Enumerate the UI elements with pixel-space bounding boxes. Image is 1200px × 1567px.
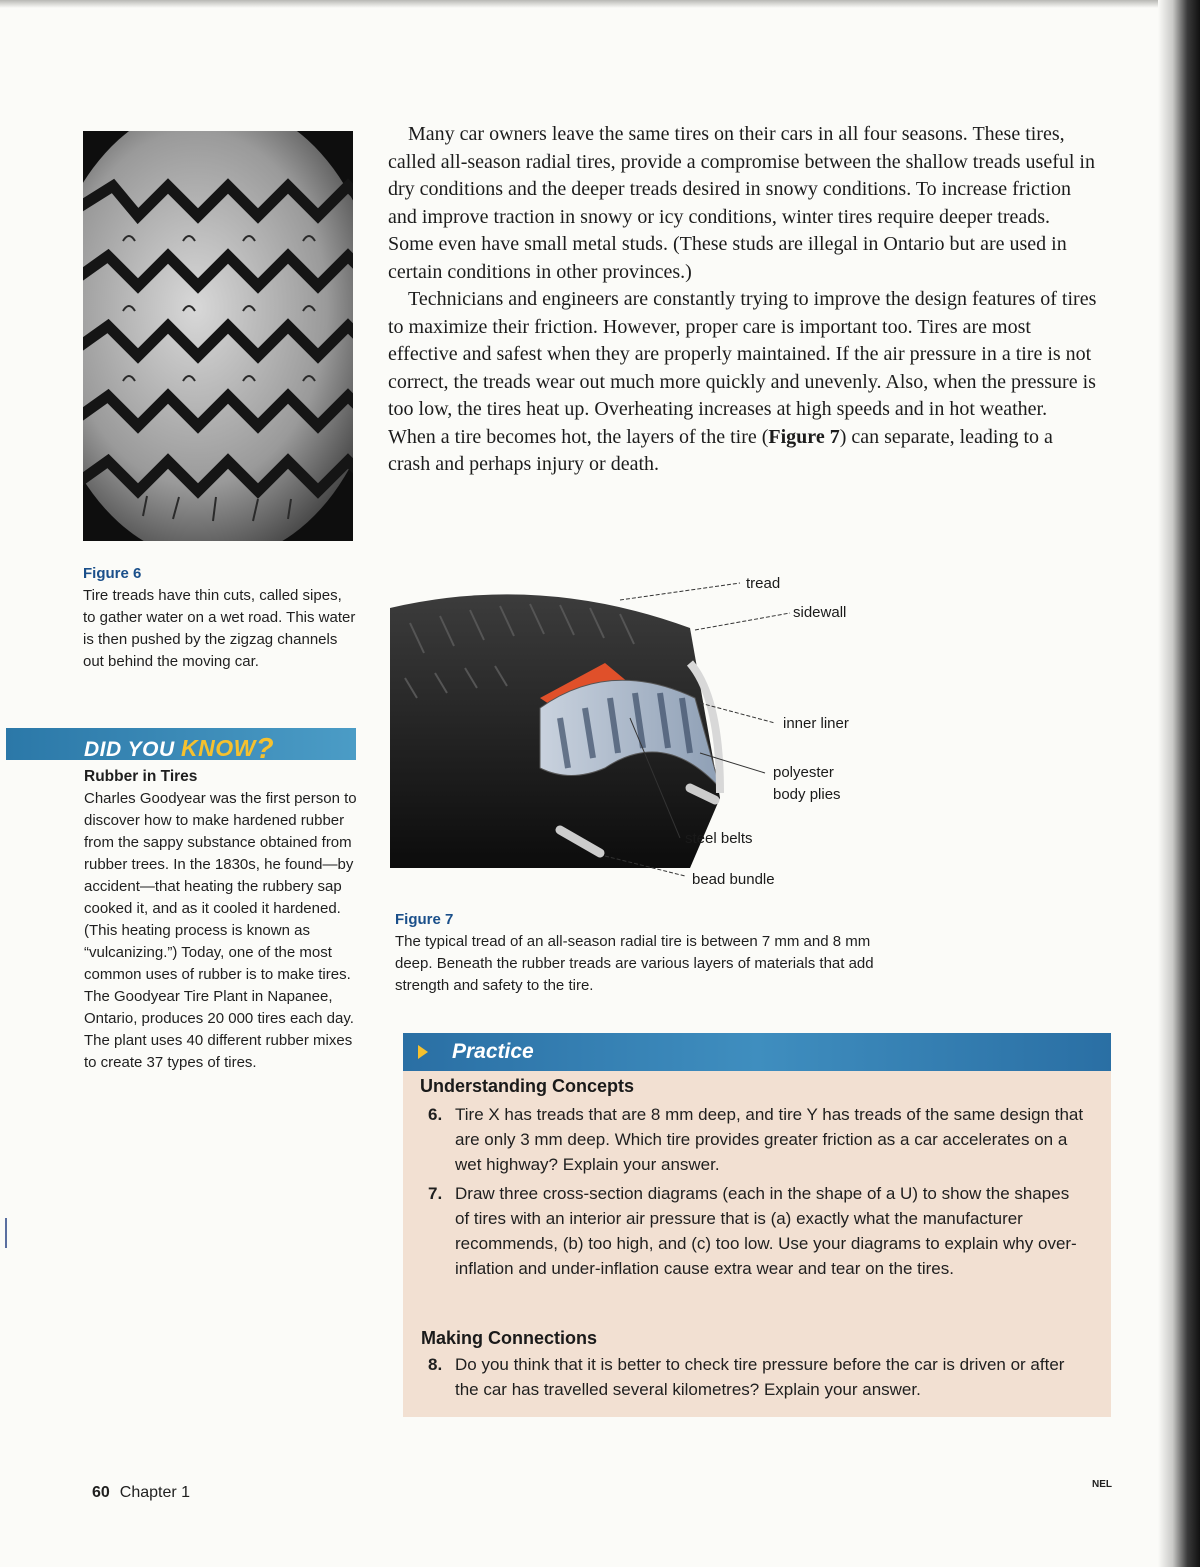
understanding-concepts-heading: Understanding Concepts xyxy=(420,1076,635,1096)
label-tread: tread xyxy=(746,575,781,592)
publisher-mark: NEL xyxy=(1092,1479,1112,1490)
label-bead-bundle: bead bundle xyxy=(692,871,775,888)
page-top-edge xyxy=(0,0,1200,8)
question-7-text: Draw three cross-section diagrams (each in the shape of a U) to show the shapes of tires with an interior air pressure that is (a) exactly what the manufacturer recommends, (b) too high, and (c) too low. Use your diagrams to explain why over-inflation and under-inflation cause extra wear and tear on the tires. xyxy=(455,1184,1077,1278)
label-steel-belts: steel belts xyxy=(685,830,753,847)
body-paragraph-2-text-b: ) can separate, leading to a crash and perhaps injury or death. xyxy=(388,425,1053,475)
margin-mark xyxy=(5,1218,7,1248)
figure-7-caption: The typical tread of an all-season radial tire is between 7 mm and 8 mm deep. Beneath the rubber treads are various layers of materials that add strength and safety to the tire. xyxy=(395,933,874,994)
question-6 xyxy=(428,1102,1088,1177)
label-inner-liner: inner liner xyxy=(783,715,849,732)
tire-cross-section-diagram xyxy=(390,568,870,898)
book-spine-shadow xyxy=(1158,0,1200,1567)
figure-6-caption-block xyxy=(83,563,358,673)
did-you-know-title xyxy=(84,731,274,764)
figure-7-reference: Figure 7 xyxy=(768,425,840,448)
did-you-know-body: Charles Goodyear was the first person to discover how to make hardened rubber from the sappy substance obtained from rubber trees. In the 1830s, he found—by accident—that heating the rubbery sap cooked it, and as it cooled it hardened. (This heating process is known as “vulcanizing.”) Today, one of the most common uses of rubber is to make tires. The Goodyear Tire Plant in Napanee, Ontario, produces 20 000 tires each day. The plant uses 40 different rubber mixes to create 37 types of tires. xyxy=(84,790,357,1071)
did-you-know-prefix: DID YOU xyxy=(84,738,175,761)
figure-7-label: Figure 7 xyxy=(395,911,454,928)
label-sidewall: sidewall xyxy=(793,604,847,621)
body-paragraph-2-text-a: Technicians and engineers are constantly trying to improve the design features of tires to maximize their friction. However, proper care is important too. Tires are most effective and safest when they are properly maintained. If the air pressure in a tire is not correct, the treads wear out much more quickly and unevenly. Also, when the pressure is too low, the tires heat up. Overheating increases at high speeds and in hot weather. When a tire becomes hot, the layers of the tire ( xyxy=(388,288,1097,448)
did-you-know-highlight: KNOW xyxy=(180,735,256,761)
question-6-text: Tire X has treads that are 8 mm deep, and tire Y has treads of the same design that are only 3 mm deep. Which tire provides greater friction as a car accelerates on a wet highway? Explain your answer. xyxy=(455,1105,1084,1174)
question-6-number: 6. xyxy=(428,1105,443,1124)
page-number: 60 xyxy=(92,1484,110,1501)
label-polyester: polyester xyxy=(773,764,834,781)
question-8-number: 8. xyxy=(428,1355,443,1374)
practice-title: Practice xyxy=(452,1040,534,1063)
did-you-know-heading: Rubber in Tires xyxy=(84,768,198,785)
figure-6-label: Figure 6 xyxy=(83,565,142,582)
figure-7-caption-block xyxy=(395,909,875,997)
body-paragraph-2 xyxy=(388,286,1098,479)
tire-tread-photo xyxy=(83,131,353,541)
making-connections-heading: Making Connections xyxy=(421,1328,598,1348)
main-body-text xyxy=(388,121,1098,479)
chapter-label: Chapter 1 xyxy=(119,1484,191,1501)
question-7 xyxy=(428,1181,1088,1281)
question-8-text: Do you think that it is better to check tire pressure before the car is driven or after the car has travelled several kilometres? Explain your answer. xyxy=(455,1355,1065,1399)
triangle-arrow-icon xyxy=(418,1045,428,1059)
figure-6-caption: Tire treads have thin cuts, called sipes, to gather water on a wet road. This water is then pushed by the zigzag channels out behind the moving car. xyxy=(83,587,356,670)
question-7-number: 7. xyxy=(428,1184,443,1203)
page-footer xyxy=(92,1484,190,1502)
question-mark-icon: ? xyxy=(255,733,275,765)
body-paragraph-1: Many car owners leave the same tires on their cars in all four seasons. These tires, called all-season radial tires, provide a compromise between the shallow treads useful in dry conditions and the deeper treads desired in snowy conditions. To increase friction and improve traction in snowy or icy conditions, winter tires require deeper treads. Some even have small metal studs. (These studs are illegal in Ontario but are used in certain conditions in other provinces.) xyxy=(388,123,1095,283)
did-you-know-box xyxy=(84,766,359,1074)
question-8 xyxy=(428,1352,1088,1402)
label-body-plies: body plies xyxy=(773,786,841,803)
